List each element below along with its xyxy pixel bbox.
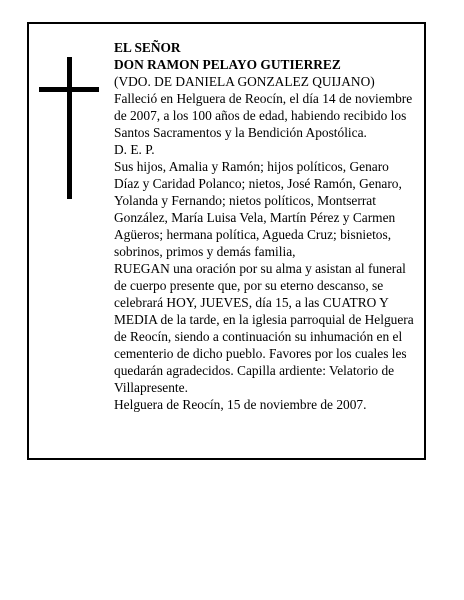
title-line-1: EL SEÑOR xyxy=(114,40,181,55)
widower-line: (VDO. DE DANIELA GONZALEZ QUIJANO) xyxy=(114,74,375,89)
request-paragraph: RUEGAN una oración por su alma y asistan al funeral de cuerpo presente que, por su eterno descanso, se celebrará HOY, JUEVES, día 15, a las CUATRO Y MEDIA de la tarde, en la iglesia parroquial de Helguera de Reocín, siendo a continuación su inhumación en el cementerio de dicho pueblo. Favores por los cuales les quedarán agradecidos. Capilla ardiente: Velatorio de Villapresente. xyxy=(114,261,414,395)
deceased-name: DON RAMON PELAYO GUTIERREZ xyxy=(114,57,341,72)
cross-vertical-bar xyxy=(67,57,72,199)
obituary-frame xyxy=(27,22,426,460)
dep-line: D. E. P. xyxy=(114,142,155,157)
cross-horizontal-bar xyxy=(39,87,99,92)
place-date-line: Helguera de Reocín, 15 de noviembre de 2007. xyxy=(114,397,367,412)
obituary-text xyxy=(114,39,416,413)
family-paragraph: Sus hijos, Amalia y Ramón; hijos políticos, Genaro Díaz y Caridad Polanco; nietos, José Ramón, Genaro, Yolanda y Fernando; nietos políticos, Montserrat González, María Luisa Vela, Martín Pérez y Carmen Agüeros; hermana política, Agueda Cruz; bisnietos, sobrinos, primos y demás familia, xyxy=(114,159,402,259)
cross-icon xyxy=(39,57,99,199)
death-paragraph: Falleció en Helguera de Reocín, el día 14 de noviembre de 2007, a los 100 años de edad, habiendo recibido los Santos Sacramentos y la Bendición Apostólica. xyxy=(114,91,413,140)
